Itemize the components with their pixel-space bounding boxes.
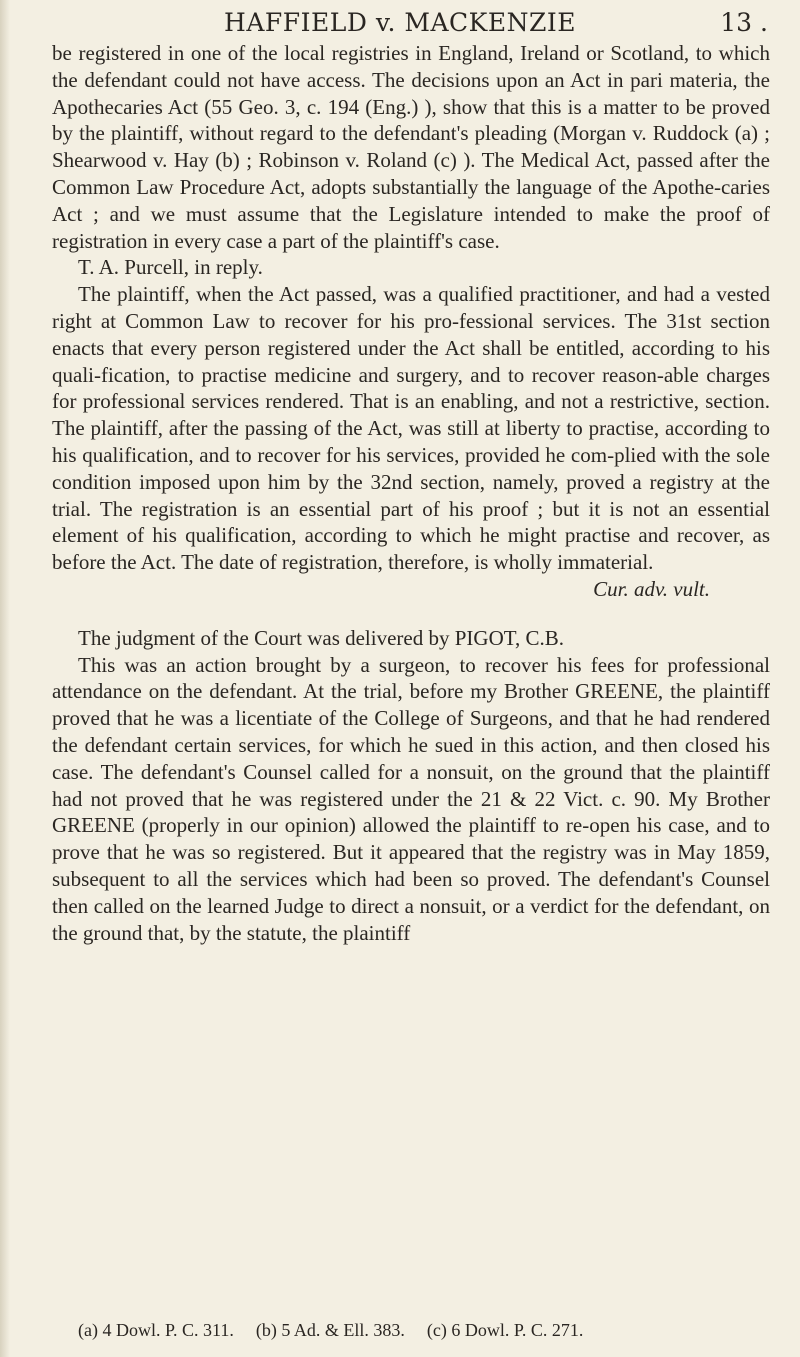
footnotes xyxy=(78,1320,778,1341)
page-gutter-shadow xyxy=(0,0,10,1357)
paragraph-reply: The plaintiff, when the Act passed, was a qualified practitioner, and had a vested right at Common Law to recover for his pro-fessional services. The 31st section enacts that every person registered under the Act shall be entitled, according to his quali-fication, to practise medicine and surgery, and to recover reason-able charges for professional services rendered. That is an enabling, and not a restrictive, section. The plaintiff, after the passing of the Act, was still at liberty to practise, according to his qualification, and to recover for his services, provided he com-plied with the sole condition imposed upon him by the 32nd section, namely, proved a registry at the trial. The registration is an essential part of his proof ; but it is not an essential element of his qualification, according to which he might practise and recover, as before the Act. The date of registration, therefore, is wholly immaterial. xyxy=(52,282,770,575)
footnote-b: (b) 5 Ad. & Ell. 383. xyxy=(255,1320,405,1340)
running-title: HAFFIELD v. MACKENZIE xyxy=(224,8,576,37)
footnote-c: (c) 6 Dowl. P. C. 271. xyxy=(426,1320,584,1340)
paragraph-argument: be registered in one of the local registries in England, Ireland or Scotland, to which the defendant could not have access. The decisions upon an Act in pari materia, the Apothecaries Act (55 Geo. 3, c. 194 (Eng.) ), show that this is a matter to be proved by the plaintiff, without regard to the defendant's pleading (Morgan v. Ruddock (a) ; Shearwood v. Hay (b) ; Robinson v. Roland (c) ). The Medical Act, passed after the Common Law Procedure Act, adopts substantially the language of the Apothe-caries Act ; and we must assume that the Legislature intended to make the proof of registration in every case a part of the plaintiff's case. xyxy=(52,41,770,253)
body-text xyxy=(52,40,770,946)
footnote-a: (a) 4 Dowl. P. C. 311. xyxy=(78,1320,234,1340)
cur-adv-vult: Cur. adv. vult. xyxy=(593,576,710,601)
paragraph-judgment: This was an action brought by a surgeon, to recover his fees for professional attendance on the defendant. At the trial, before my Brother GREENE, the plaintiff proved that he was a licentiate of the College of Surgeons, and that he had rendered the defendant certain services, for which he sued in this action, and then closed his case. The defendant's Counsel called for a nonsuit, on the ground that the plaintiff had not proved that he was registered under the 21 & 22 Vict. c. 90. My Brother GREENE (properly in our opinion) allowed the plaintiff to re-open his case, and to prove that he was so registered. But it appeared that the registry was in May 1859, subsequent to all the services which had been so proved. The defendant's Counsel then called on the learned Judge to direct a nonsuit, or a verdict for the defendant, on the ground that, by the statute, the plaintiff xyxy=(52,652,770,945)
page-number: 13 . xyxy=(720,8,768,37)
paragraph-reply-heading: T. A. Purcell, in reply. xyxy=(78,255,263,280)
page-header xyxy=(0,4,800,38)
paragraph-judgment-intro: The judgment of the Court was delivered by PIGOT, C.B. xyxy=(78,625,565,650)
